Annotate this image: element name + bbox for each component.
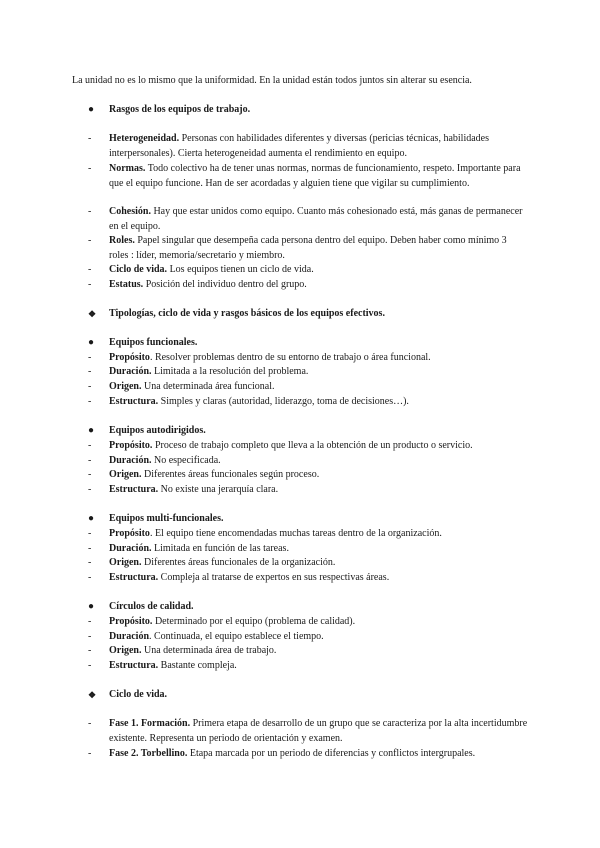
- list-item: - Roles. Papel singular que desempeña cada persona dentro del equipo. Deben haber como mínimo 3 roles : líder, memoria/secretario y miembro.: [88, 235, 507, 261]
- bullet-icon: ●: [88, 104, 95, 115]
- list-item: - Estructura. Compleja al tratarse de expertos en sus respectivas áreas.: [88, 572, 390, 583]
- list-item: - Estructura. Simples y claras (autoridad, liderazgo, toma de decisiones…).: [88, 396, 409, 407]
- bullet-icon: ●: [88, 425, 95, 436]
- list-item: - Heterogeneidad. Personas con habilidades diferentes y diversas (pericias técnicas, habilidades interpersonales). Cierta heterogeneidad aumenta el rendimiento en equipo.: [88, 133, 489, 159]
- list-item: - Ciclo de vida. Los equipos tienen un ciclo de vida.: [88, 264, 314, 275]
- diamond-icon: ❖: [88, 309, 97, 319]
- list-item: - Fase 1. Formación. Primera etapa de desarrollo de un grupo que se caracteriza por la alta incertidumbre existente. Representa un periodo de orientación y examen.: [88, 718, 528, 744]
- bullet-icon: ●: [88, 337, 95, 348]
- list-item: - Estatus. Posición del individuo dentro del grupo.: [88, 279, 307, 290]
- list-item: - Duración. No especificada.: [88, 455, 221, 466]
- list-item: - Propósito. El equipo tiene encomendadas muchas tareas dentro de la organización.: [88, 528, 442, 539]
- list-item: - Propósito. Proceso de trabajo completo que lleva a la obtención de un producto o servicio.: [88, 440, 473, 451]
- list-item: - Duración. Limitada a la resolución del problema.: [88, 366, 309, 377]
- diamond-icon: ❖: [88, 690, 97, 700]
- bullet-icon: ●: [88, 601, 95, 612]
- list-item: - Fase 2. Torbellino. Etapa marcada por un periodo de diferencias y conflictos intergrupales.: [88, 748, 476, 759]
- list-item: - Origen. Una determinada área funcional.: [88, 381, 275, 392]
- list-item: - Duración. Limitada en función de las tareas.: [88, 543, 289, 554]
- list-item: - Duración. Continuada, el equipo establece el tiempo.: [88, 631, 324, 642]
- list-item: - Origen. Diferentes áreas funcionales de la organización.: [88, 557, 336, 568]
- list-item: - Origen. Diferentes áreas funcionales según proceso.: [88, 469, 320, 480]
- list-item: - Normas. Todo colectivo ha de tener unas normas, normas de funcionamiento, respeto. Importante para que el equipo funcione. Han de ser acordadas y alguien tiene que vigilar su cumplimiento.: [88, 163, 521, 189]
- list-item: - Propósito. Resolver problemas dentro de su entorno de trabajo o área funcional.: [88, 352, 431, 363]
- document-page: La unidad no es lo mismo que la uniformidad. En la unidad están todos juntos sin alterar su esencia. ● Rasgos de los equipos de trabajo. - Heterogeneidad. Personas con habilidades diferentes y diversas (pericias técnicas, habilidades interpersonales). Cierta heterogeneidad aumenta el rendimiento en equipo. - Normas. Todo colectivo ha de tener unas normas, normas de funcionamiento, respeto. Importante para que el equipo funcione. Han de ser acordadas y alguien tiene que vigilar su cumplimiento. - Cohesión. Hay que estar unidos como equipo. Cuanto más cohesionado está, más ganas de permanecer en el equipo. - Roles. Papel singular que desempeña cada persona dentro del equipo. Deben haber como mínimo 3 roles : líder, memoria/secretario y miembro. - Ciclo de vida. Los equipos tienen un ciclo de vida. - Estatus. Posición del individuo dentro del grupo. ❖ Tipologías, ciclo de vida y rasgos básicos de los equipos efectivos. ● Equipos funcionales. - Propósito. Resolver problemas dentro de su entorno de trabajo o área funcional. - Duración. Limitada a la resolución del problema. - Origen. Una determinada área funcional. - Estructura. Simples y claras (autoridad, liderazgo, toma de decisiones…). ● Equipos autodirigidos. - Propósito. Proceso de trabajo completo que lleva a la obtención de un producto o servicio. - Duración. No especificada. - Origen. Diferentes áreas funcionales según proceso. - Estructura. No existe una jerarquía clara. ● Equipos multi-funcionales. - Propósito. El equipo tiene encomendadas muchas tareas dentro de la organización. - Duración. Limitada en función de las tareas. - Origen. Diferentes áreas funcionales de la organización. - Estructura. Compleja al tratarse de expertos en sus respectivas áreas. ● Círculos de calidad. - Propósito. Determinado por el equipo (problema de calidad). - Duración. Continuada, el equipo establece el tiempo. - Origen. Una determinada área de trabajo. - Estructura. Bastante compleja. ❖ Ciclo de vida. - Fase 1. Formación. Primera etapa de desarrollo de un grupo que se caracteriza por la alta incertidumbre existente. Representa un periodo de orientación y examen. - Fase 2. Torbellino. Etapa marcada por un periodo de diferencias y conflictos intergrupales.: [0, 0, 600, 848]
- list-item: - Origen. Una determinada área de trabajo.: [88, 645, 277, 656]
- intro-paragraph: La unidad no es lo mismo que la uniformidad. En la unidad están todos juntos sin alterar su esencia.: [72, 75, 472, 86]
- list-item: - Propósito. Determinado por el equipo (problema de calidad).: [88, 616, 356, 627]
- list-item: - Cohesión. Hay que estar unidos como equipo. Cuanto más cohesionado está, más ganas de permanecer en el equipo.: [88, 206, 523, 232]
- bullet-icon: ●: [88, 513, 95, 524]
- list-item: - Estructura. No existe una jerarquía clara.: [88, 484, 279, 495]
- list-item: - Estructura. Bastante compleja.: [88, 660, 237, 671]
